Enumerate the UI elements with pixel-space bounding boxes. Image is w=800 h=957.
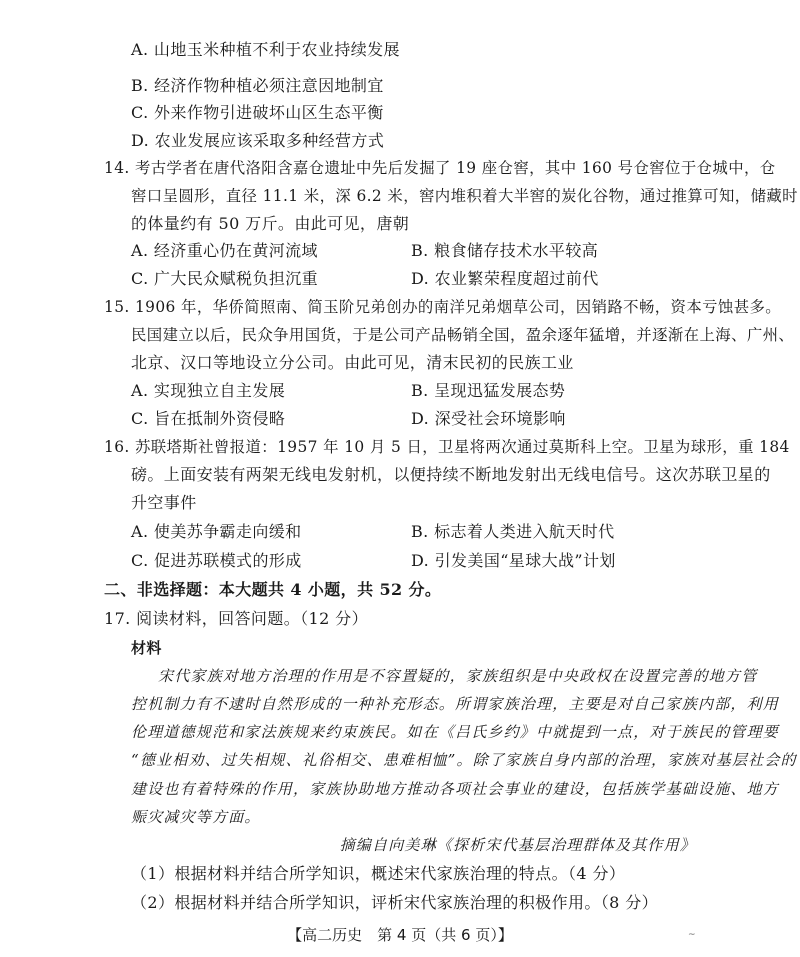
q14-option-d: D. 农业繁荣程度超过前代 xyxy=(411,269,599,288)
material-line-2: 控机制力有不逮时自然形成的一种补充形态。所谓家族治理，主要是对自己家族内部，利用 xyxy=(131,695,780,713)
material-line-6: 赈灾减灾等方面。 xyxy=(131,808,261,826)
q16-stem-line-1: 16. 苏联塔斯社曾报道：1957 年 10 月 5 日，卫星将两次通过莫斯科上空。卫星为球形，重 184 xyxy=(104,438,790,456)
q14-option-b: B. 粮食储存技术水平较高 xyxy=(411,241,599,260)
q17-stem: 17. 阅读材料，回答问题。（12 分） xyxy=(104,609,368,628)
q15-option-d: D. 深受社会环境影响 xyxy=(411,409,566,428)
material-line-5: 建设也有着特殊的作用，家族协助地方推动各项社会事业的建设，包括族学基础设施、地方 xyxy=(131,780,780,798)
q15-stem-line-3: 北京、汉口等地设立分公司。由此可见，清末民初的民族工业 xyxy=(131,353,574,372)
material-line-4: “德业相劝、过失相规、礼俗相交、患难相恤”。除了家族自身内部的治理，家族对基层社会的 xyxy=(131,751,797,769)
q15-option-c: C. 旨在抵制外资侵略 xyxy=(131,409,286,428)
q17-subquestion-2: （2）根据材料并结合所学知识，评析宋代家族治理的积极作用。（8 分） xyxy=(131,893,659,912)
q14-stem-line-2: 窖口呈圆形，直径 11.1 米，深 6.2 米，窖内堆积着大半窖的炭化谷物，通过推算可知，储藏时 xyxy=(131,187,798,205)
material-line-1: 宋代家族对地方治理的作用是不容置疑的，家族组织是中央政权在设置完善的地方管 xyxy=(158,667,758,685)
q14-stem-line-1: 14. 考古学者在唐代洛阳含嘉仓遗址中先后发掘了 19 座仓窖，其中 160 号仓窖位于仓城中，仓 xyxy=(104,159,776,177)
q13-option-c: C. 外来作物引进破坏山区生态平衡 xyxy=(131,103,384,122)
q16-stem-line-2: 磅。上面安装有两架无线电发射机，以便持续不断地发射出无线电信号。这次苏联卫星的 xyxy=(131,465,771,484)
q16-stem-line-3: 升空事件 xyxy=(131,493,197,512)
q15-stem-line-1: 15. 1906 年，华侨简照南、简玉阶兄弟创办的南洋兄弟烟草公司，因销路不畅，资本亏蚀甚多。 xyxy=(104,298,782,316)
q14-option-a: A. 经济重心仍在黄河流域 xyxy=(131,241,318,260)
q17-subquestion-1: （1）根据材料并结合所学知识，概述宋代家族治理的特点。（4 分） xyxy=(131,864,626,883)
q15-option-a: A. 实现独立自主发展 xyxy=(131,381,286,400)
q13-option-d: D. 农业发展应该采取多种经营方式 xyxy=(131,131,385,150)
q13-option-a: A. 山地玉米种植不利于农业持续发展 xyxy=(131,40,400,59)
page-footer: 【高二历史 第 4 页（共 6 页）】 xyxy=(287,926,513,944)
q15-option-b: B. 呈现迅猛发展态势 xyxy=(411,381,566,400)
q16-option-b: B. 标志着人类进入航天时代 xyxy=(411,522,615,541)
material-line-3: 伦理道德规范和家法族规来约束族民。如在《吕氏乡约》中就提到一点，对于族民的管理要 xyxy=(131,723,780,741)
corner-mark: ~ xyxy=(688,930,696,940)
material-source: 摘编自向美琳《探析宋代基层治理群体及其作用》 xyxy=(339,836,696,854)
section-2-heading: 二、非选择题：本大题共 4 小题，共 52 分。 xyxy=(104,580,442,599)
q15-stem-line-2: 民国建立以后，民众争用国货，于是公司产品畅销全国，盈余逐年猛增，并逐渐在上海、广州、 xyxy=(131,326,795,344)
q14-stem-line-3: 的体量约有 50 万斤。由此可见，唐朝 xyxy=(131,214,410,233)
q16-option-d: D. 引发美国“星球大战”计划 xyxy=(411,551,616,570)
q13-option-b: B. 经济作物种植必须注意因地制宜 xyxy=(131,76,384,95)
q16-option-a: A. 使美苏争霸走向缓和 xyxy=(131,522,302,541)
q14-option-c: C. 广大民众赋税负担沉重 xyxy=(131,269,319,288)
material-label: 材料 xyxy=(131,639,162,657)
q16-option-c: C. 促进苏联模式的形成 xyxy=(131,551,302,570)
